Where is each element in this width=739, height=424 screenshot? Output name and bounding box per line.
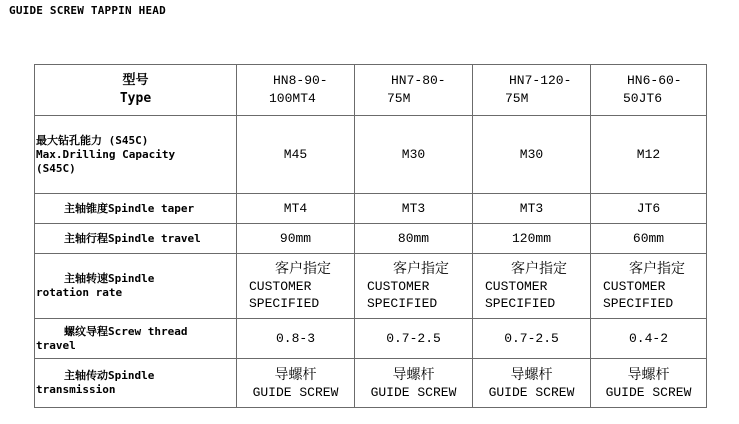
label-line2: rotation rate: [36, 286, 123, 299]
label-line2: travel: [36, 338, 76, 352]
drilling-capacity-value: M12: [591, 116, 707, 194]
value-en-line1: CUSTOMER: [249, 279, 312, 294]
value-en-line2: SPECIFIED: [603, 296, 674, 311]
screw-thread-label: [35, 319, 237, 359]
model-name-line2: 50JT6: [623, 91, 663, 106]
value-cn: 导螺杆: [510, 366, 553, 383]
value-cn: 导螺杆: [392, 366, 435, 383]
rotation-rate-label: [35, 254, 237, 319]
value-en: GUIDE SCREW: [605, 384, 692, 400]
rotation-rate-value: [355, 254, 473, 319]
value-cn: 客户指定: [629, 261, 685, 277]
model-header-cell: [473, 65, 591, 116]
label-text: 主轴锥度Spindle taper: [64, 201, 195, 215]
rotation-rate-value: [591, 254, 707, 319]
drilling-capacity-value: M45: [237, 116, 355, 194]
type-label-cn: 型号: [122, 73, 149, 88]
model-header-cell: [591, 65, 707, 116]
value-en-line2: SPECIFIED: [249, 296, 320, 311]
value-cn: 客户指定: [275, 261, 331, 277]
screw-thread-value: 0.7-2.5: [355, 319, 473, 359]
value-cn: 客户指定: [511, 261, 567, 277]
model-name-line2: 75M: [387, 91, 411, 106]
model-name-line1: HN8-90-: [273, 73, 328, 88]
label-text: 主轴行程Spindle travel: [64, 231, 201, 245]
value-cn: 导螺杆: [627, 366, 670, 383]
spindle-travel-label: [35, 224, 237, 254]
value-en-line2: SPECIFIED: [485, 296, 556, 311]
spindle-travel-value: 120mm: [473, 224, 591, 254]
value-en: GUIDE SCREW: [488, 384, 575, 400]
spindle-taper-row: [35, 194, 707, 224]
page-title: GUIDE SCREW TAPPIN HEAD: [9, 4, 166, 17]
drilling-capacity-row: [35, 116, 707, 194]
spindle-taper-value: MT4: [237, 194, 355, 224]
rotation-rate-row: [35, 254, 707, 319]
label-line3: (S45C): [36, 161, 76, 175]
transmission-value: [473, 359, 591, 408]
label-line2: Max.Drilling Capacity: [36, 147, 176, 161]
label-line1: 主轴传动Spindle: [64, 369, 155, 382]
model-name-line2: 75M: [505, 91, 529, 106]
spindle-taper-value: JT6: [591, 194, 707, 224]
drilling-capacity-value: M30: [355, 116, 473, 194]
spindle-travel-value: 90mm: [237, 224, 355, 254]
model-header-cell: [237, 65, 355, 116]
spindle-travel-value: 80mm: [355, 224, 473, 254]
type-label-en: Type: [119, 91, 152, 106]
screw-thread-value: 0.8-3: [237, 319, 355, 359]
screw-thread-value: 0.7-2.5: [473, 319, 591, 359]
model-name-line1: HN7-80-: [391, 73, 446, 88]
drilling-capacity-label: [35, 116, 237, 194]
spindle-travel-value: 60mm: [591, 224, 707, 254]
model-name-line1: HN6-60-: [627, 73, 682, 88]
value-en: GUIDE SCREW: [252, 384, 339, 400]
value-en: GUIDE SCREW: [370, 384, 457, 400]
rotation-rate-value: [473, 254, 591, 319]
label-line1: 最大钻孔能力 (S45C): [36, 133, 149, 147]
header-row: [35, 65, 707, 116]
transmission-value: [355, 359, 473, 408]
screw-thread-row: [35, 319, 707, 359]
transmission-label: [35, 359, 237, 408]
label-line2: transmission: [36, 383, 116, 396]
spec-table: [34, 64, 707, 408]
value-cn: 客户指定: [393, 261, 449, 277]
transmission-row: [35, 359, 707, 408]
label-line1: 主轴转速Spindle: [64, 272, 155, 285]
value-cn: 导螺杆: [274, 366, 317, 383]
screw-thread-value: 0.4-2: [591, 319, 707, 359]
value-en-line1: CUSTOMER: [603, 279, 666, 294]
value-en-line1: CUSTOMER: [485, 279, 548, 294]
type-header-cell: [35, 65, 237, 116]
label-line1: 螺纹导程Screw thread: [64, 324, 188, 338]
model-name-line1: HN7-120-: [509, 73, 572, 88]
spindle-taper-value: MT3: [355, 194, 473, 224]
spindle-taper-label: [35, 194, 237, 224]
spindle-travel-row: [35, 224, 707, 254]
transmission-value: [591, 359, 707, 408]
drilling-capacity-value: M30: [473, 116, 591, 194]
transmission-value: [237, 359, 355, 408]
model-name-line2: 100MT4: [269, 91, 316, 106]
value-en-line1: CUSTOMER: [367, 279, 430, 294]
value-en-line2: SPECIFIED: [367, 296, 438, 311]
model-header-cell: [355, 65, 473, 116]
spindle-taper-value: MT3: [473, 194, 591, 224]
rotation-rate-value: [237, 254, 355, 319]
